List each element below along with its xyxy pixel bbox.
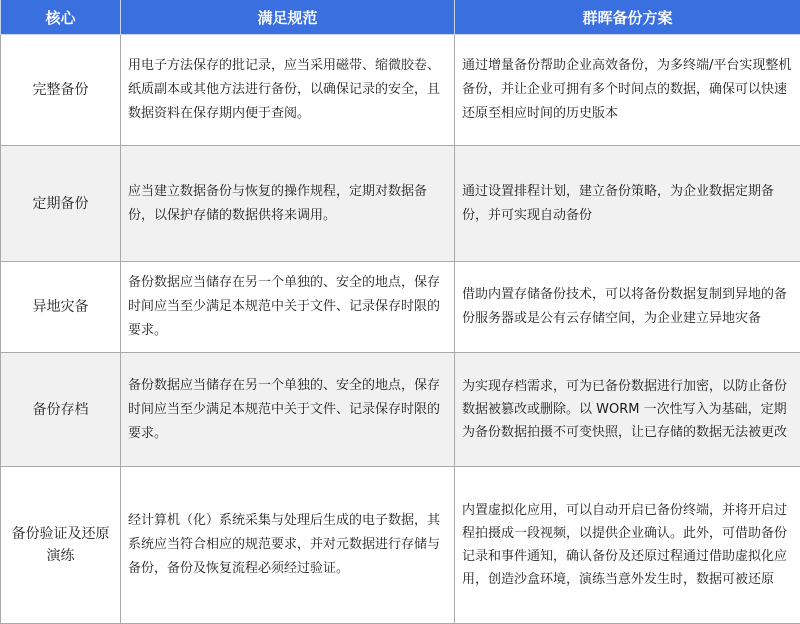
requirement-cell: 备份数据应当储存在另一个单独的、安全的地点，保存时间应当至少满足本规范中关于文件、记录保存时限的要求。 [121, 353, 455, 467]
requirement-cell: 经计算机（化）系统采集与处理后生成的电子数据，其系统应当符合相应的规范要求，并对元数据进行存储与备份，备份及恢复流程必须经过验证。 [121, 467, 455, 624]
core-cell: 完整备份 [1, 35, 121, 146]
table-row [1, 467, 800, 624]
core-cell: 备份验证及还原演练 [1, 467, 121, 624]
core-cell: 定期备份 [1, 146, 121, 262]
header-solution: 群晖备份方案 [455, 0, 800, 35]
requirement-cell: 应当建立数据备份与恢复的操作规程，定期对数据备份，以保护存储的数据供将来调用。 [121, 146, 455, 262]
requirement-cell: 用电子方法保存的批记录，应当采用磁带、缩微胶卷、纸质副本或其他方法进行备份，以确保记录的安全，且数据资料在保存期内便于查阅。 [121, 35, 455, 146]
table-row [1, 262, 800, 353]
solution-cell: 内置虚拟化应用，可以自动开启已备份终端，并将开启过程拍摄成一段视频，以提供企业确认。此外，可借助备份记录和事件通知，确认备份及还原过程通过借助虚拟化应用，创造沙盒环境，演练当意外发生时，数据可被还原 [455, 467, 800, 624]
header-core: 核心 [1, 0, 121, 35]
core-cell: 异地灾备 [1, 262, 121, 353]
solution-cell: 通过设置排程计划，建立备份策略，为企业数据定期备份，并可实现自动备份 [455, 146, 800, 262]
solution-cell: 借助内置存储备份技术，可以将备份数据复制到异地的备份服务器或是公有云存储空间，为企业建立异地灾备 [455, 262, 800, 353]
table-row [1, 353, 800, 467]
table-row [1, 146, 800, 262]
header-requirement: 满足规范 [121, 0, 455, 35]
solution-cell: 为实现存档需求，可为已备份数据进行加密，以防止备份数据被篡改或删除。以 WORM 一次性写入为基础，定期为备份数据拍摄不可变快照，让已存储的数据无法被更改 [455, 353, 800, 467]
solution-cell: 通过增量备份帮助企业高效备份，为多终端/平台实现整机备份，并让企业可拥有多个时间点的数据，确保可以快速还原至相应时间的历史版本 [455, 35, 800, 146]
requirement-cell: 备份数据应当储存在另一个单独的、安全的地点，保存时间应当至少满足本规范中关于文件、记录保存时限的要求。 [121, 262, 455, 353]
header-row [1, 0, 800, 35]
core-cell: 备份存档 [1, 353, 121, 467]
table-row [1, 35, 800, 146]
